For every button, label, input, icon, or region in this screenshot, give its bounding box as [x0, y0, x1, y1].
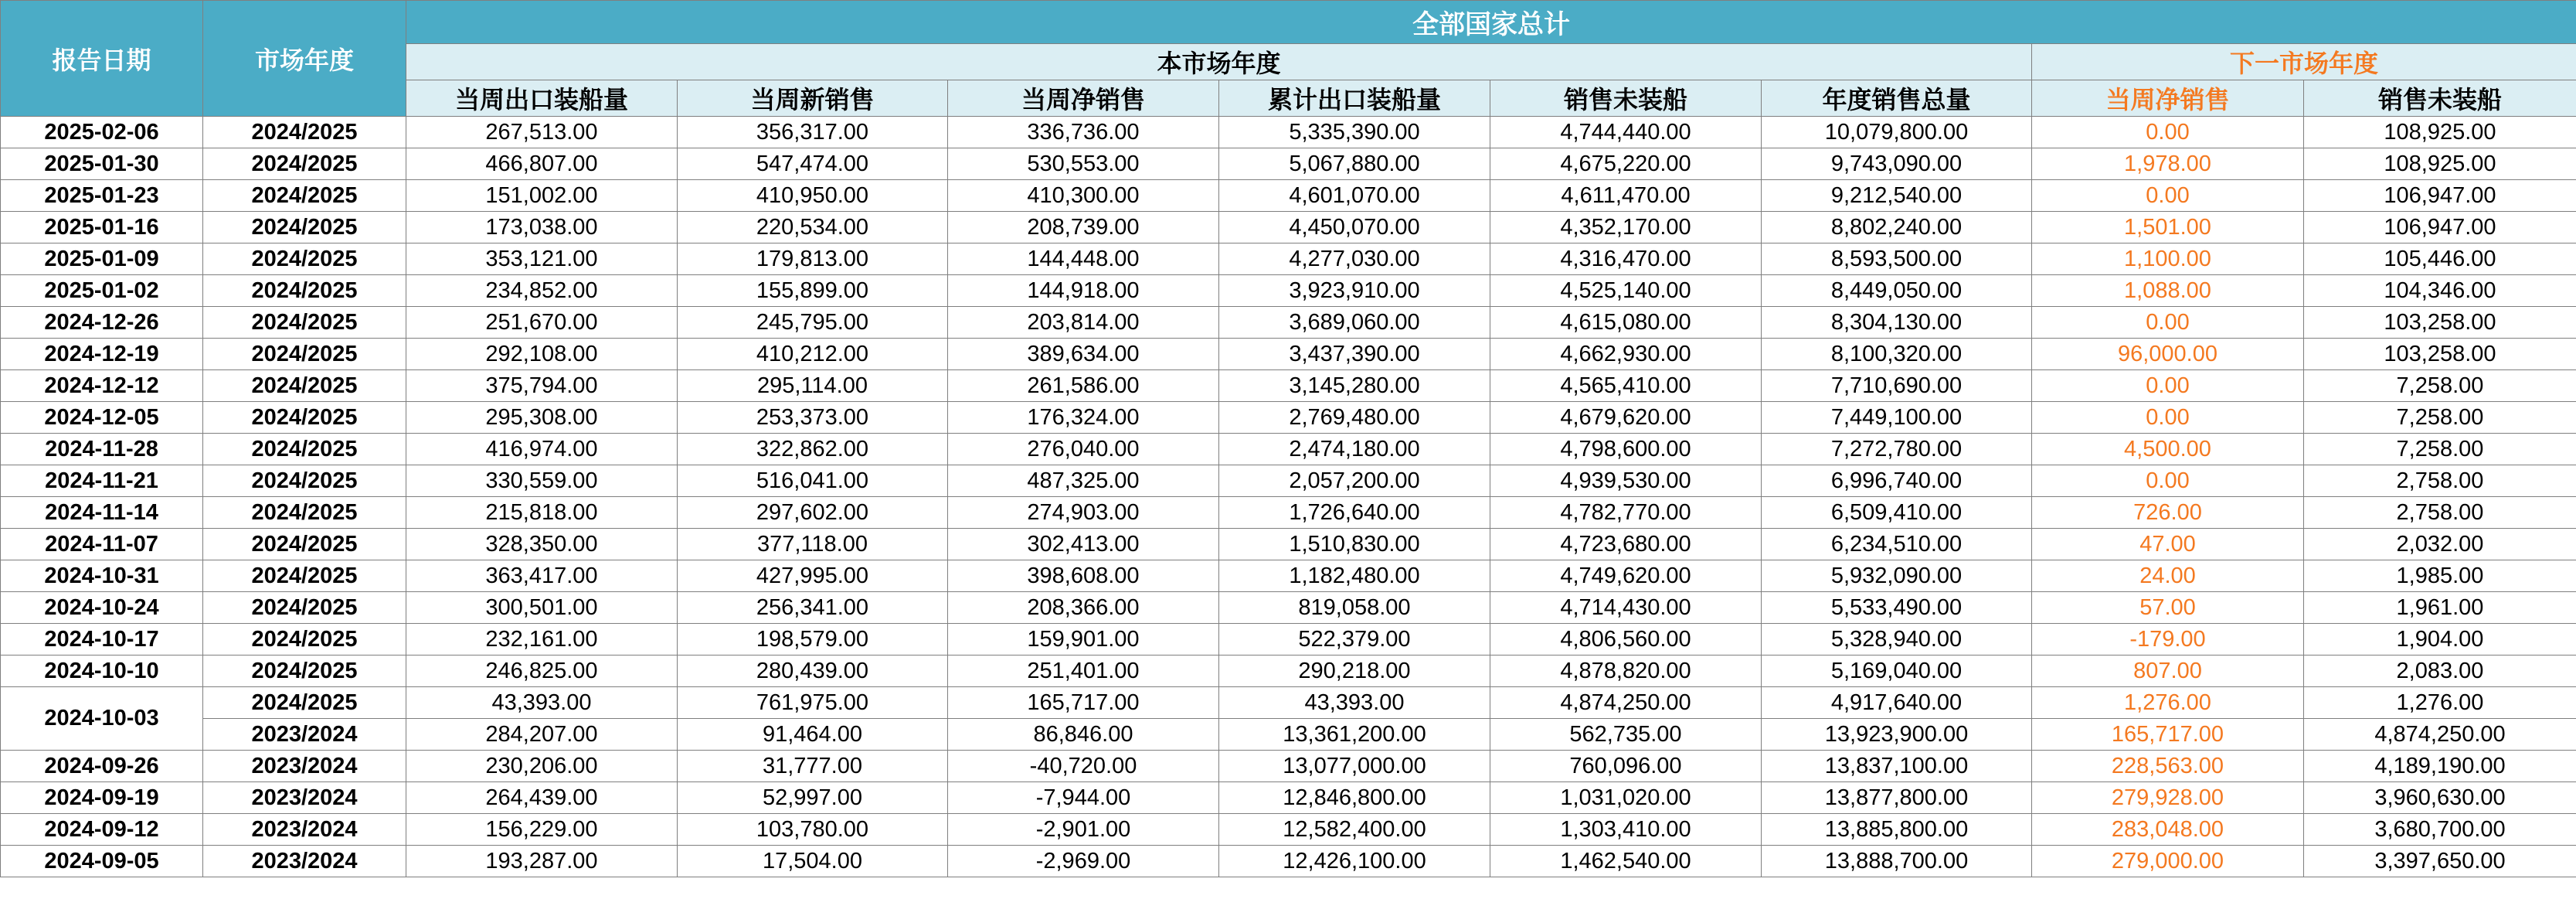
cell-cumulative-exports: 2,769,480.00	[1219, 402, 1490, 434]
cell-next-outstanding: 7,258.00	[2304, 370, 2576, 402]
cell-weekly-net-sales: 165,717.00	[948, 687, 1219, 719]
cell-outstanding-sales: 4,723,680.00	[1490, 529, 1762, 560]
cell-next-net-sales: 57.00	[2032, 592, 2304, 624]
cell-weekly-net-sales: 487,325.00	[948, 465, 1219, 497]
cell-cumulative-exports: 13,361,200.00	[1219, 719, 1490, 751]
cell-total-commitments: 8,449,050.00	[1762, 275, 2032, 307]
table-row	[1, 719, 2576, 751]
cell-report-date: 2024-12-26	[1, 307, 203, 339]
table-row	[1, 592, 2576, 624]
cell-next-outstanding: 1,985.00	[2304, 560, 2576, 592]
col-header-cumulative-exports: 累计出口装船量	[1219, 80, 1490, 117]
cell-weekly-net-sales: 208,739.00	[948, 212, 1219, 243]
cell-outstanding-sales: 562,735.00	[1490, 719, 1762, 751]
cell-weekly-exports: 173,038.00	[406, 212, 678, 243]
cell-next-outstanding: 108,925.00	[2304, 148, 2576, 180]
cell-weekly-net-sales: 251,401.00	[948, 656, 1219, 687]
table-row	[1, 339, 2576, 370]
cell-cumulative-exports: 1,510,830.00	[1219, 529, 1490, 560]
cell-cumulative-exports: 1,182,480.00	[1219, 560, 1490, 592]
cell-weekly-new-sales: 103,780.00	[678, 814, 948, 846]
cell-total-commitments: 13,888,700.00	[1762, 846, 2032, 877]
cell-next-outstanding: 3,960,630.00	[2304, 782, 2576, 814]
cell-outstanding-sales: 4,679,620.00	[1490, 402, 1762, 434]
cell-market-year: 2024/2025	[203, 180, 406, 212]
cell-total-commitments: 10,079,800.00	[1762, 117, 2032, 148]
cell-weekly-net-sales: 336,736.00	[948, 117, 1219, 148]
cell-weekly-new-sales: 155,899.00	[678, 275, 948, 307]
cell-cumulative-exports: 819,058.00	[1219, 592, 1490, 624]
cell-report-date: 2025-01-02	[1, 275, 203, 307]
cell-next-net-sales: 1,276.00	[2032, 687, 2304, 719]
cell-next-outstanding: 1,961.00	[2304, 592, 2576, 624]
group-header-this-market-year: 本市场年度	[406, 44, 2032, 80]
cell-next-outstanding: 108,925.00	[2304, 117, 2576, 148]
cell-next-net-sales: 47.00	[2032, 529, 2304, 560]
cell-market-year: 2024/2025	[203, 465, 406, 497]
cell-total-commitments: 6,996,740.00	[1762, 465, 2032, 497]
cell-report-date: 2024-09-05	[1, 846, 203, 877]
cell-market-year: 2024/2025	[203, 370, 406, 402]
cell-cumulative-exports: 3,145,280.00	[1219, 370, 1490, 402]
cell-total-commitments: 8,100,320.00	[1762, 339, 2032, 370]
cell-total-commitments: 9,212,540.00	[1762, 180, 2032, 212]
cell-outstanding-sales: 4,806,560.00	[1490, 624, 1762, 656]
cell-next-net-sales: 726.00	[2032, 497, 2304, 529]
cell-weekly-exports: 295,308.00	[406, 402, 678, 434]
table-row	[1, 465, 2576, 497]
cell-cumulative-exports: 5,067,880.00	[1219, 148, 1490, 180]
table-row	[1, 307, 2576, 339]
col-header-next-outstanding: 销售未装船	[2304, 80, 2576, 117]
col-header-market-year: 市场年度	[203, 1, 406, 117]
cell-total-commitments: 5,169,040.00	[1762, 656, 2032, 687]
table-row	[1, 370, 2576, 402]
cell-market-year: 2024/2025	[203, 117, 406, 148]
cell-next-outstanding: 7,258.00	[2304, 402, 2576, 434]
cell-next-net-sales: 4,500.00	[2032, 434, 2304, 465]
cell-outstanding-sales: 4,352,170.00	[1490, 212, 1762, 243]
cell-market-year: 2024/2025	[203, 339, 406, 370]
cell-total-commitments: 7,272,780.00	[1762, 434, 2032, 465]
table-row	[1, 687, 2576, 719]
cell-weekly-net-sales: 302,413.00	[948, 529, 1219, 560]
cell-total-commitments: 7,710,690.00	[1762, 370, 2032, 402]
cell-weekly-new-sales: 220,534.00	[678, 212, 948, 243]
cell-weekly-new-sales: 17,504.00	[678, 846, 948, 877]
cell-weekly-net-sales: 208,366.00	[948, 592, 1219, 624]
cell-weekly-net-sales: 261,586.00	[948, 370, 1219, 402]
table-row	[1, 117, 2576, 148]
cell-market-year: 2023/2024	[203, 719, 406, 751]
col-header-weekly-net-sales: 当周净销售	[948, 80, 1219, 117]
cell-next-net-sales: 96,000.00	[2032, 339, 2304, 370]
cell-total-commitments: 13,877,800.00	[1762, 782, 2032, 814]
cell-weekly-new-sales: 179,813.00	[678, 243, 948, 275]
cell-weekly-net-sales: 203,814.00	[948, 307, 1219, 339]
cell-weekly-exports: 328,350.00	[406, 529, 678, 560]
cell-weekly-net-sales: -7,944.00	[948, 782, 1219, 814]
cell-next-net-sales: 279,000.00	[2032, 846, 2304, 877]
cell-report-date: 2024-12-05	[1, 402, 203, 434]
cell-weekly-exports: 353,121.00	[406, 243, 678, 275]
cell-report-date: 2024-11-28	[1, 434, 203, 465]
cell-total-commitments: 5,533,490.00	[1762, 592, 2032, 624]
table-row	[1, 656, 2576, 687]
cell-weekly-exports: 466,807.00	[406, 148, 678, 180]
cell-weekly-net-sales: -40,720.00	[948, 751, 1219, 782]
col-header-weekly-new-sales: 当周新销售	[678, 80, 948, 117]
cell-cumulative-exports: 12,582,400.00	[1219, 814, 1490, 846]
cell-next-net-sales: -179.00	[2032, 624, 2304, 656]
cell-cumulative-exports: 290,218.00	[1219, 656, 1490, 687]
table-row	[1, 180, 2576, 212]
cell-weekly-new-sales: 295,114.00	[678, 370, 948, 402]
cell-next-net-sales: 0.00	[2032, 307, 2304, 339]
cell-weekly-exports: 230,206.00	[406, 751, 678, 782]
cell-next-net-sales: 165,717.00	[2032, 719, 2304, 751]
cell-cumulative-exports: 3,437,390.00	[1219, 339, 1490, 370]
cell-outstanding-sales: 4,525,140.00	[1490, 275, 1762, 307]
cell-next-net-sales: 228,563.00	[2032, 751, 2304, 782]
cell-total-commitments: 6,509,410.00	[1762, 497, 2032, 529]
cell-next-outstanding: 1,904.00	[2304, 624, 2576, 656]
cell-outstanding-sales: 4,878,820.00	[1490, 656, 1762, 687]
cell-total-commitments: 5,328,940.00	[1762, 624, 2032, 656]
cell-outstanding-sales: 4,316,470.00	[1490, 243, 1762, 275]
cell-report-date: 2024-12-12	[1, 370, 203, 402]
cell-weekly-net-sales: 144,448.00	[948, 243, 1219, 275]
table-body	[1, 117, 2576, 877]
cell-report-date: 2024-12-19	[1, 339, 203, 370]
cell-cumulative-exports: 12,426,100.00	[1219, 846, 1490, 877]
cell-outstanding-sales: 4,615,080.00	[1490, 307, 1762, 339]
cell-market-year: 2024/2025	[203, 592, 406, 624]
cell-weekly-new-sales: 31,777.00	[678, 751, 948, 782]
cell-total-commitments: 4,917,640.00	[1762, 687, 2032, 719]
cell-cumulative-exports: 3,923,910.00	[1219, 275, 1490, 307]
cell-report-date: 2024-10-10	[1, 656, 203, 687]
cell-next-outstanding: 2,758.00	[2304, 497, 2576, 529]
table-row	[1, 782, 2576, 814]
cell-weekly-exports: 330,559.00	[406, 465, 678, 497]
cell-total-commitments: 8,593,500.00	[1762, 243, 2032, 275]
cell-weekly-new-sales: 91,464.00	[678, 719, 948, 751]
cell-cumulative-exports: 5,335,390.00	[1219, 117, 1490, 148]
cell-market-year: 2024/2025	[203, 275, 406, 307]
cell-total-commitments: 8,304,130.00	[1762, 307, 2032, 339]
table-row	[1, 497, 2576, 529]
cell-next-net-sales: 0.00	[2032, 117, 2304, 148]
cell-weekly-exports: 416,974.00	[406, 434, 678, 465]
cell-cumulative-exports: 2,057,200.00	[1219, 465, 1490, 497]
cell-next-outstanding: 106,947.00	[2304, 212, 2576, 243]
cell-next-outstanding: 105,446.00	[2304, 243, 2576, 275]
cell-total-commitments: 7,449,100.00	[1762, 402, 2032, 434]
cell-weekly-new-sales: 356,317.00	[678, 117, 948, 148]
cell-market-year: 2024/2025	[203, 148, 406, 180]
cell-outstanding-sales: 4,744,440.00	[1490, 117, 1762, 148]
cell-outstanding-sales: 1,031,020.00	[1490, 782, 1762, 814]
cell-next-net-sales: 279,928.00	[2032, 782, 2304, 814]
cell-market-year: 2024/2025	[203, 434, 406, 465]
cell-next-outstanding: 4,189,190.00	[2304, 751, 2576, 782]
cell-weekly-net-sales: 398,608.00	[948, 560, 1219, 592]
col-header-report-date: 报告日期	[1, 1, 203, 117]
table-row	[1, 243, 2576, 275]
cell-total-commitments: 5,932,090.00	[1762, 560, 2032, 592]
cell-outstanding-sales: 4,874,250.00	[1490, 687, 1762, 719]
cell-cumulative-exports: 522,379.00	[1219, 624, 1490, 656]
cell-weekly-exports: 43,393.00	[406, 687, 678, 719]
cell-weekly-exports: 264,439.00	[406, 782, 678, 814]
cell-outstanding-sales: 4,749,620.00	[1490, 560, 1762, 592]
cell-weekly-net-sales: 410,300.00	[948, 180, 1219, 212]
cell-weekly-net-sales: 274,903.00	[948, 497, 1219, 529]
table-row	[1, 846, 2576, 877]
cell-weekly-new-sales: 280,439.00	[678, 656, 948, 687]
cell-next-net-sales: 1,501.00	[2032, 212, 2304, 243]
cell-cumulative-exports: 1,726,640.00	[1219, 497, 1490, 529]
cell-weekly-exports: 363,417.00	[406, 560, 678, 592]
table-row	[1, 529, 2576, 560]
cell-weekly-new-sales: 377,118.00	[678, 529, 948, 560]
cell-weekly-exports: 151,002.00	[406, 180, 678, 212]
cell-market-year: 2024/2025	[203, 307, 406, 339]
cell-total-commitments: 13,837,100.00	[1762, 751, 2032, 782]
cell-report-date: 2025-02-06	[1, 117, 203, 148]
cell-report-date: 2025-01-30	[1, 148, 203, 180]
cell-report-date: 2024-09-19	[1, 782, 203, 814]
cell-weekly-new-sales: 427,995.00	[678, 560, 948, 592]
cell-weekly-net-sales: 389,634.00	[948, 339, 1219, 370]
table-row	[1, 275, 2576, 307]
cell-next-net-sales: 0.00	[2032, 370, 2304, 402]
cell-weekly-new-sales: 547,474.00	[678, 148, 948, 180]
cell-next-outstanding: 3,680,700.00	[2304, 814, 2576, 846]
cell-weekly-new-sales: 322,862.00	[678, 434, 948, 465]
cell-report-date: 2024-11-07	[1, 529, 203, 560]
cell-next-net-sales: 24.00	[2032, 560, 2304, 592]
cell-outstanding-sales: 4,714,430.00	[1490, 592, 1762, 624]
cell-outstanding-sales: 4,565,410.00	[1490, 370, 1762, 402]
cell-cumulative-exports: 4,277,030.00	[1219, 243, 1490, 275]
cell-total-commitments: 8,802,240.00	[1762, 212, 2032, 243]
cell-weekly-net-sales: -2,969.00	[948, 846, 1219, 877]
cell-next-outstanding: 2,032.00	[2304, 529, 2576, 560]
cell-weekly-new-sales: 253,373.00	[678, 402, 948, 434]
table-row	[1, 148, 2576, 180]
cell-weekly-exports: 292,108.00	[406, 339, 678, 370]
cell-report-date: 2024-11-21	[1, 465, 203, 497]
cell-weekly-net-sales: 159,901.00	[948, 624, 1219, 656]
cell-market-year: 2023/2024	[203, 782, 406, 814]
cell-report-date: 2024-09-26	[1, 751, 203, 782]
table-row	[1, 560, 2576, 592]
table-row	[1, 624, 2576, 656]
cell-market-year: 2024/2025	[203, 243, 406, 275]
cell-weekly-exports: 193,287.00	[406, 846, 678, 877]
cell-weekly-new-sales: 245,795.00	[678, 307, 948, 339]
cell-weekly-net-sales: 276,040.00	[948, 434, 1219, 465]
cell-report-date: 2024-11-14	[1, 497, 203, 529]
cell-weekly-exports: 267,513.00	[406, 117, 678, 148]
cell-weekly-new-sales: 52,997.00	[678, 782, 948, 814]
col-header-weekly-exports: 当周出口装船量	[406, 80, 678, 117]
cell-total-commitments: 13,885,800.00	[1762, 814, 2032, 846]
cell-next-net-sales: 807.00	[2032, 656, 2304, 687]
table-row	[1, 434, 2576, 465]
cell-weekly-exports: 375,794.00	[406, 370, 678, 402]
cell-next-outstanding: 7,258.00	[2304, 434, 2576, 465]
cell-outstanding-sales: 4,611,470.00	[1490, 180, 1762, 212]
cell-market-year: 2023/2024	[203, 846, 406, 877]
cell-weekly-exports: 215,818.00	[406, 497, 678, 529]
cell-weekly-new-sales: 256,341.00	[678, 592, 948, 624]
cell-weekly-new-sales: 516,041.00	[678, 465, 948, 497]
cell-weekly-exports: 284,207.00	[406, 719, 678, 751]
cell-next-net-sales: 1,978.00	[2032, 148, 2304, 180]
cell-weekly-exports: 251,670.00	[406, 307, 678, 339]
col-header-outstanding-sales: 销售未装船	[1490, 80, 1762, 117]
cell-weekly-net-sales: -2,901.00	[948, 814, 1219, 846]
table-row	[1, 402, 2576, 434]
cell-report-date: 2025-01-23	[1, 180, 203, 212]
cell-cumulative-exports: 4,601,070.00	[1219, 180, 1490, 212]
cell-weekly-net-sales: 86,846.00	[948, 719, 1219, 751]
cell-weekly-exports: 300,501.00	[406, 592, 678, 624]
cell-cumulative-exports: 12,846,800.00	[1219, 782, 1490, 814]
cell-next-outstanding: 2,758.00	[2304, 465, 2576, 497]
cell-cumulative-exports: 4,450,070.00	[1219, 212, 1490, 243]
cell-outstanding-sales: 4,939,530.00	[1490, 465, 1762, 497]
cell-cumulative-exports: 13,077,000.00	[1219, 751, 1490, 782]
cell-report-date: 2024-10-03	[1, 687, 203, 751]
cell-outstanding-sales: 1,303,410.00	[1490, 814, 1762, 846]
cell-weekly-exports: 234,852.00	[406, 275, 678, 307]
cell-report-date: 2024-10-17	[1, 624, 203, 656]
cell-market-year: 2024/2025	[203, 624, 406, 656]
cell-weekly-exports: 232,161.00	[406, 624, 678, 656]
cell-weekly-exports: 246,825.00	[406, 656, 678, 687]
cell-total-commitments: 6,234,510.00	[1762, 529, 2032, 560]
cell-report-date: 2025-01-09	[1, 243, 203, 275]
cell-next-net-sales: 283,048.00	[2032, 814, 2304, 846]
cell-next-net-sales: 0.00	[2032, 180, 2304, 212]
cell-weekly-new-sales: 410,212.00	[678, 339, 948, 370]
cell-report-date: 2024-10-31	[1, 560, 203, 592]
cell-outstanding-sales: 4,798,600.00	[1490, 434, 1762, 465]
cell-market-year: 2023/2024	[203, 751, 406, 782]
col-header-next-net-sales: 当周净销售	[2032, 80, 2304, 117]
cell-report-date: 2024-09-12	[1, 814, 203, 846]
cell-market-year: 2024/2025	[203, 529, 406, 560]
cell-cumulative-exports: 3,689,060.00	[1219, 307, 1490, 339]
cell-next-outstanding: 104,346.00	[2304, 275, 2576, 307]
cell-total-commitments: 9,743,090.00	[1762, 148, 2032, 180]
cell-next-net-sales: 1,088.00	[2032, 275, 2304, 307]
cell-weekly-net-sales: 144,918.00	[948, 275, 1219, 307]
cell-cumulative-exports: 43,393.00	[1219, 687, 1490, 719]
table-row	[1, 814, 2576, 846]
cell-outstanding-sales: 1,462,540.00	[1490, 846, 1762, 877]
cell-market-year: 2024/2025	[203, 497, 406, 529]
cell-market-year: 2024/2025	[203, 402, 406, 434]
cell-next-net-sales: 0.00	[2032, 465, 2304, 497]
cell-market-year: 2024/2025	[203, 656, 406, 687]
table-row	[1, 212, 2576, 243]
cell-market-year: 2024/2025	[203, 687, 406, 719]
cell-next-outstanding: 1,276.00	[2304, 687, 2576, 719]
cell-cumulative-exports: 2,474,180.00	[1219, 434, 1490, 465]
cell-outstanding-sales: 4,782,770.00	[1490, 497, 1762, 529]
group-header-all-countries-total: 全部国家总计	[406, 1, 2576, 44]
cell-weekly-new-sales: 761,975.00	[678, 687, 948, 719]
cell-outstanding-sales: 4,675,220.00	[1490, 148, 1762, 180]
col-header-total-commitments: 年度销售总量	[1762, 80, 2032, 117]
cell-weekly-new-sales: 198,579.00	[678, 624, 948, 656]
cell-next-net-sales: 0.00	[2032, 402, 2304, 434]
cell-next-net-sales: 1,100.00	[2032, 243, 2304, 275]
cell-report-date: 2024-10-24	[1, 592, 203, 624]
cell-outstanding-sales: 4,662,930.00	[1490, 339, 1762, 370]
cell-next-outstanding: 2,083.00	[2304, 656, 2576, 687]
table-row	[1, 751, 2576, 782]
cell-market-year: 2024/2025	[203, 560, 406, 592]
group-header-next-market-year: 下一市场年度	[2032, 44, 2576, 80]
cell-next-outstanding: 3,397,650.00	[2304, 846, 2576, 877]
cell-weekly-new-sales: 410,950.00	[678, 180, 948, 212]
cell-weekly-exports: 156,229.00	[406, 814, 678, 846]
cell-next-outstanding: 103,258.00	[2304, 307, 2576, 339]
cell-next-outstanding: 106,947.00	[2304, 180, 2576, 212]
cell-report-date: 2025-01-16	[1, 212, 203, 243]
cell-market-year: 2024/2025	[203, 212, 406, 243]
cell-next-outstanding: 103,258.00	[2304, 339, 2576, 370]
cell-weekly-new-sales: 297,602.00	[678, 497, 948, 529]
cell-next-outstanding: 4,874,250.00	[2304, 719, 2576, 751]
cell-weekly-net-sales: 530,553.00	[948, 148, 1219, 180]
cell-outstanding-sales: 760,096.00	[1490, 751, 1762, 782]
cell-market-year: 2023/2024	[203, 814, 406, 846]
cell-total-commitments: 13,923,900.00	[1762, 719, 2032, 751]
cell-weekly-net-sales: 176,324.00	[948, 402, 1219, 434]
